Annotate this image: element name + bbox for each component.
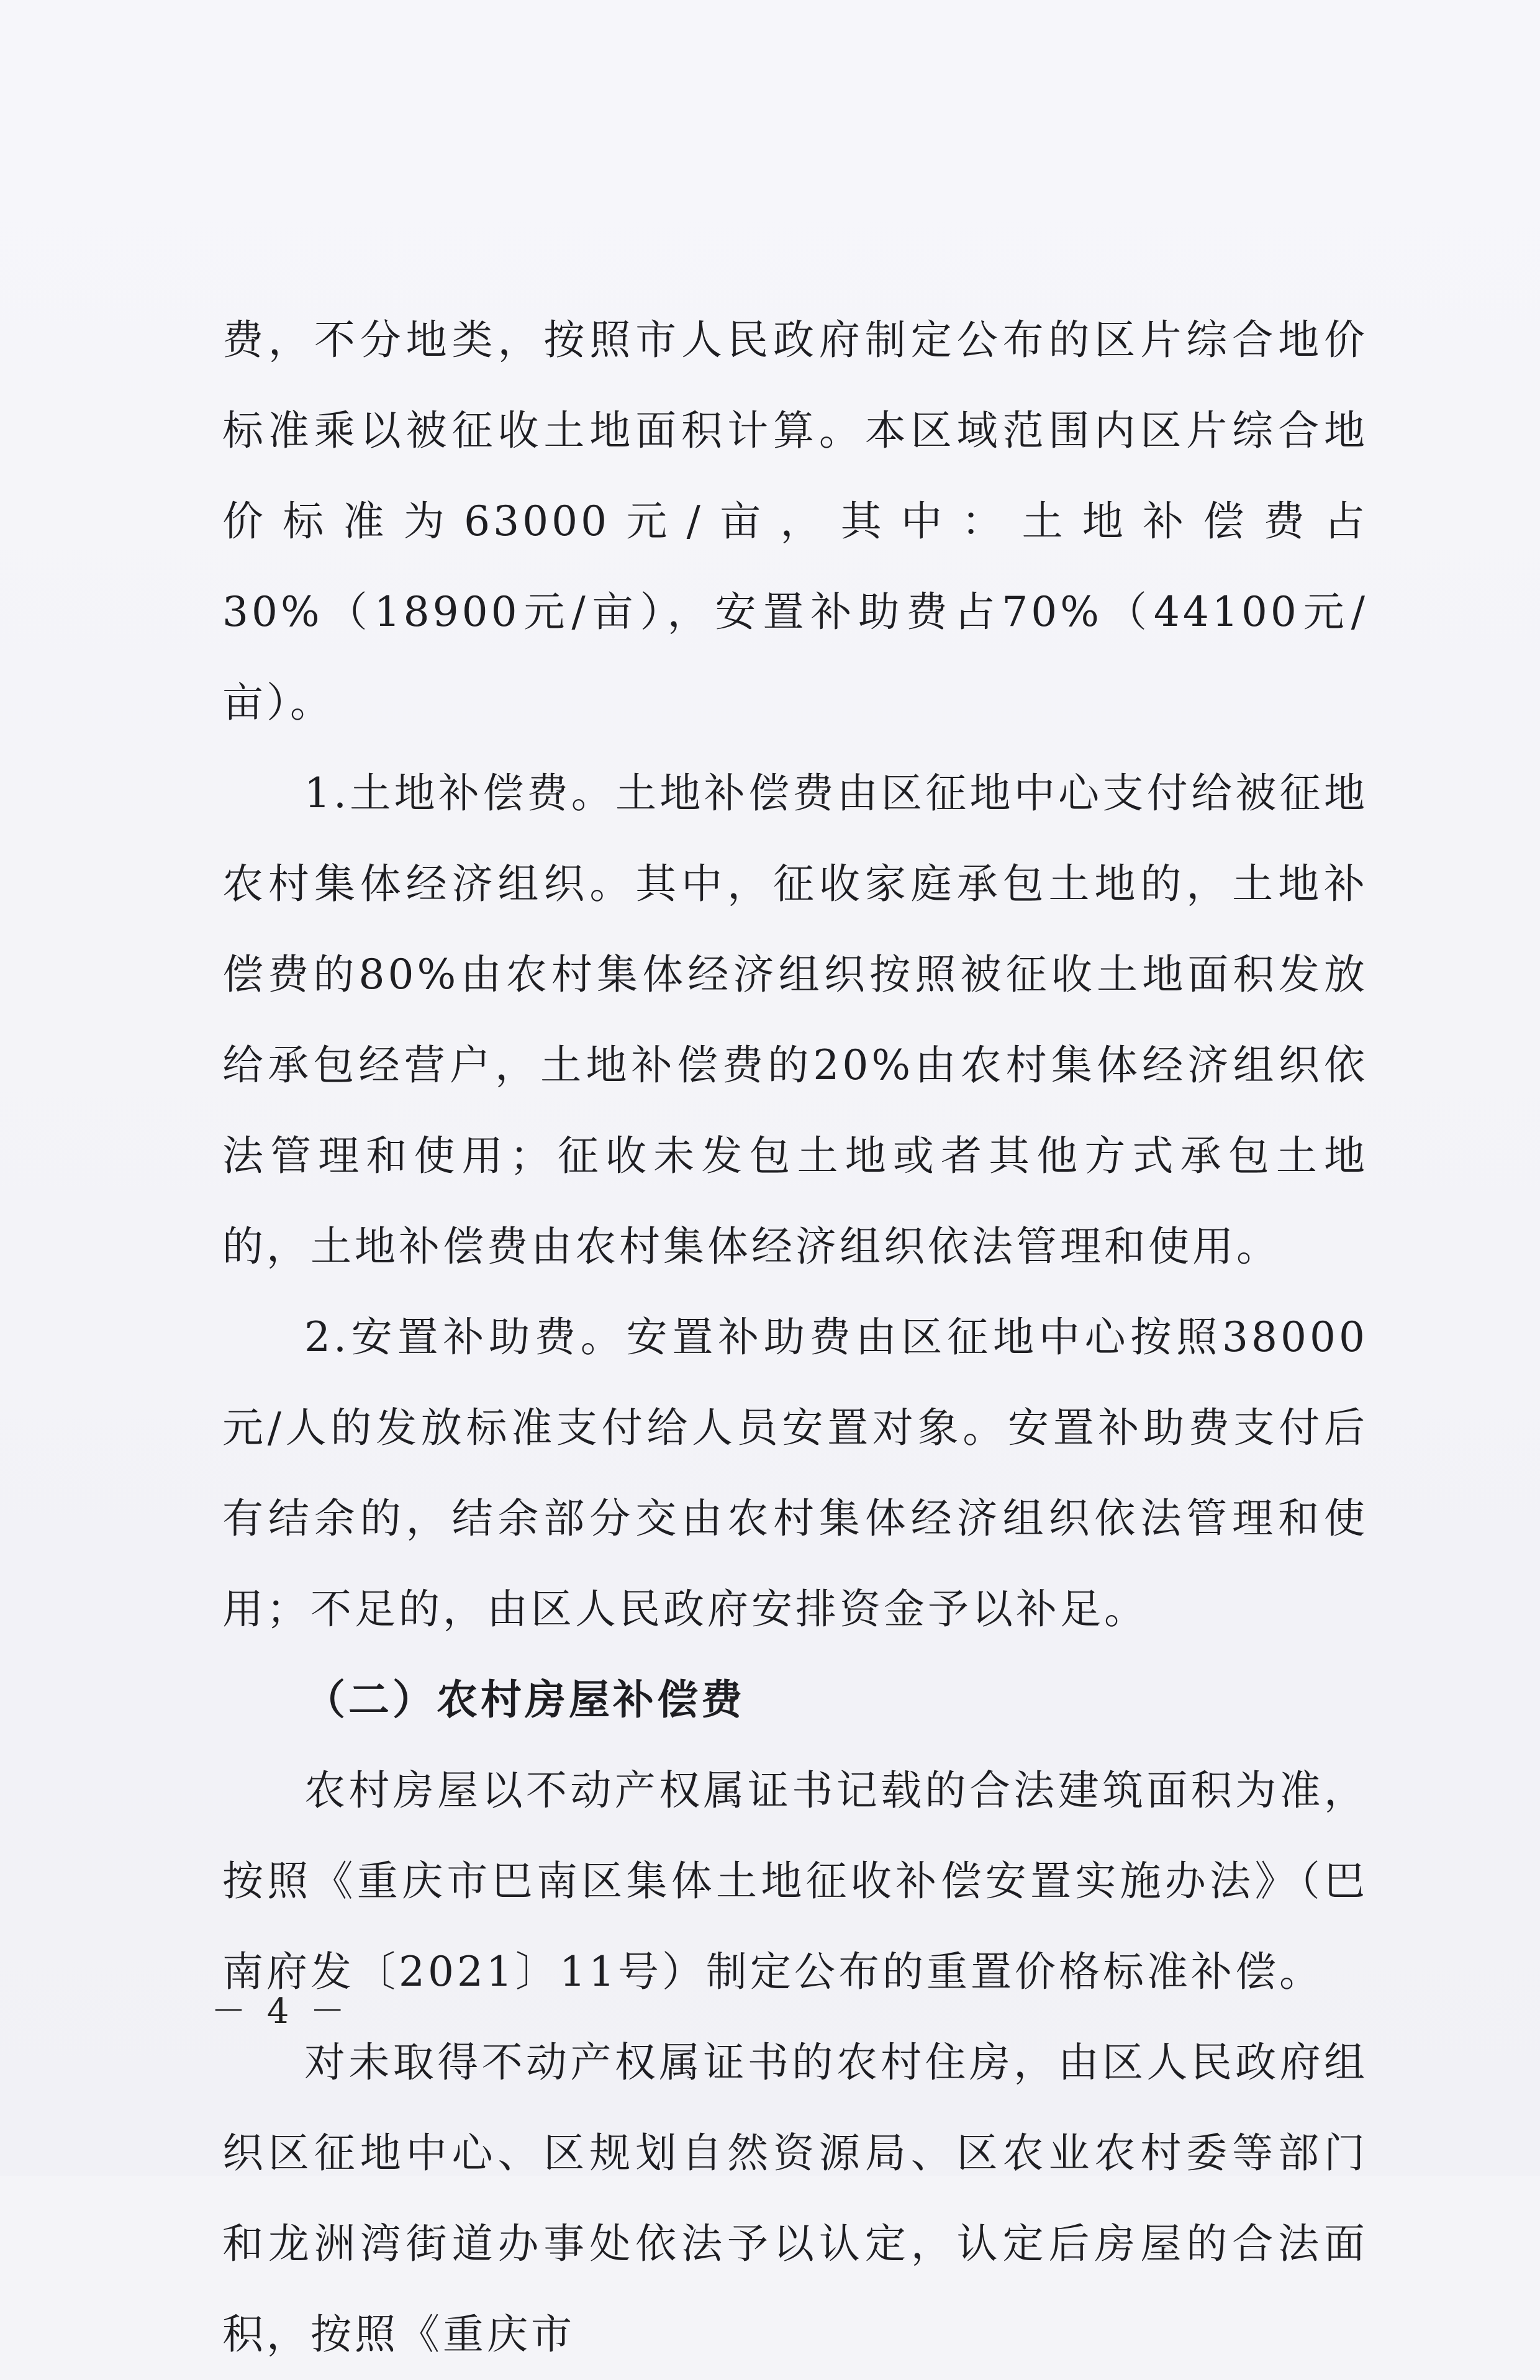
paragraph-continuation: 费，不分地类，按照市人民政府制定公布的区片综合地价标准乘以被征收土地面积计算。本区域范围内区片综合地价标准为63000元/亩，其中：土地补偿费占30%（18900元/亩），安置补助费占70%（44100元/亩）。	[222, 316, 1368, 726]
section-heading-rural-housing: （二）农村房屋补偿费	[304, 1676, 745, 1724]
paragraph-housing-standard: 农村房屋以不动产权属证书记载的合法建筑面积为准，按照《重庆市巴南区集体土地征收补偿安置实施办法》（巴南府发〔2021〕11号）制定公布的重置价格标准补偿。	[222, 1767, 1368, 1996]
paragraph-land-compensation: 1.土地补偿费。土地补偿费由区征地中心支付给被征地农村集体经济组织。其中，征收家庭承包土地的，土地补偿费的80%由农村集体经济组织按照被征收土地面积发放给承包经营户，土地补偿费的20%由农村集体经济组织依法管理和使用；征收未发包土地或者其他方式承包土地的，土地补偿费由农村集体经济组织依法管理和使用。	[222, 769, 1368, 1270]
page-number: － 4 －	[211, 1991, 350, 2032]
paragraph-uncertified-housing: 对未取得不动产权属证书的农村住房，由区人民政府组织区征地中心、区规划自然资源局、区农业农村委等部门和龙洲湾街道办事处依法予以认定，认定后房屋的合法面积，按照《重庆市	[222, 2038, 1368, 2358]
paragraph-resettlement-subsidy: 2.安置补助费。安置补助费由区征地中心按照38000元/人的发放标准支付给人员安置对象。安置补助费支付后有结余的，结余部分交由农村集体经济组织依法管理和使用；不足的，由区人民政府安排资金予以补足。	[222, 1313, 1368, 1633]
document-body	[222, 295, 1368, 2380]
